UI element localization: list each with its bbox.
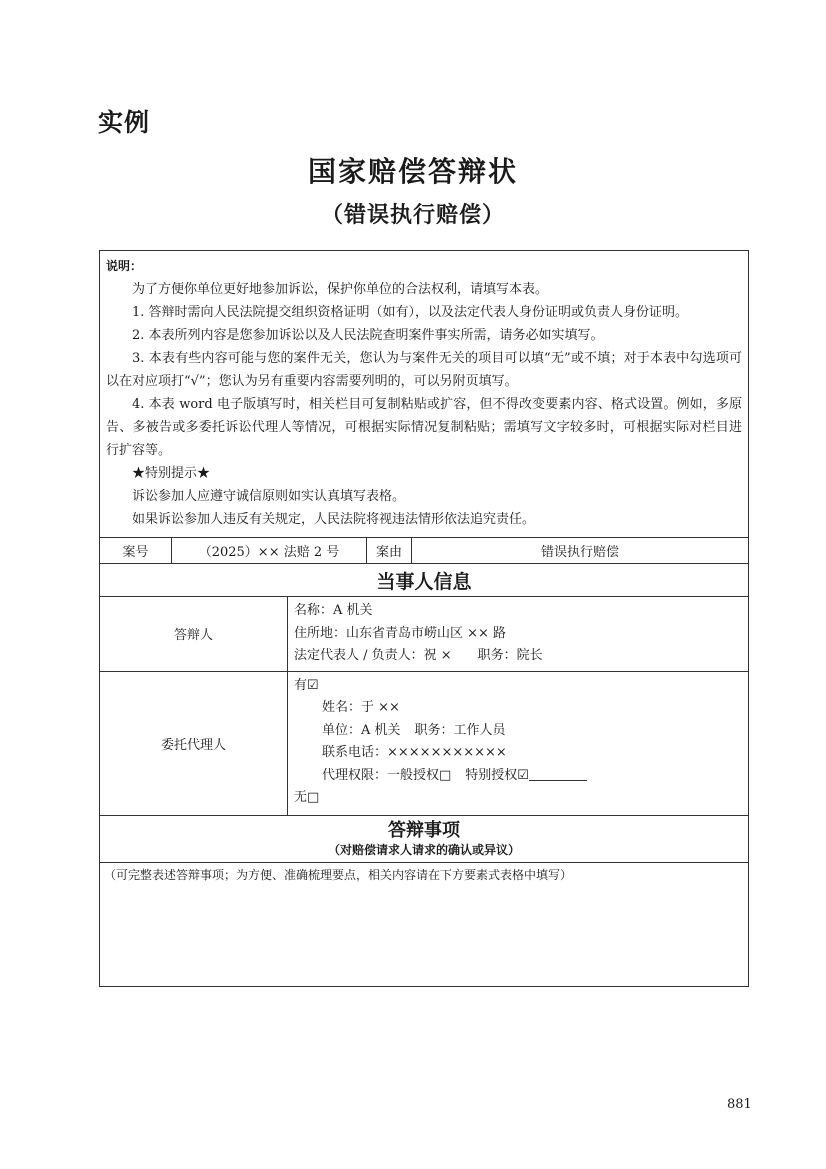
- special-notice-heading: ★特别提示★: [132, 466, 211, 481]
- case-cause-value[interactable]: 错误执行赔偿: [412, 538, 749, 564]
- instruction-paragraph: 诉讼参加人应遵守诚信原则如实认真填写表格。: [132, 489, 406, 504]
- reply-heading-cell: [100, 815, 749, 862]
- reply-heading: 答辩事项: [388, 819, 461, 841]
- instructions-label: 说明：: [106, 259, 143, 273]
- reply-hint: （可完整表述答辩事项；为方便、准确梳理要点，相关内容请在下方要素式表格中填写）: [104, 867, 573, 882]
- reply-subheading: （对赔偿请求人请求的确认或异议）: [328, 842, 521, 857]
- case-cause-label: 案由: [367, 538, 412, 564]
- respondent-details: [288, 597, 749, 672]
- instruction-paragraph: 为了方便你单位更好地参加诉讼，保护你单位的合法权利，请填写本表。: [132, 282, 549, 297]
- page-number: 881: [727, 1097, 752, 1112]
- document-title: 国家赔偿答辩状: [307, 155, 518, 188]
- instruction-paragraph: 如果诉讼参加人违反有关规定，人民法院将视违法情形依法追究责任。: [132, 512, 536, 527]
- respondent-address[interactable]: 住所地：山东省青岛市崂山区 ×× 路: [294, 625, 507, 641]
- respondent-label: 答辩人: [100, 597, 288, 672]
- case-number-label: 案号: [100, 538, 172, 564]
- party-info-heading: 当事人信息: [100, 564, 749, 597]
- instruction-paragraph: 3. 本表有些内容可能与您的案件无关，您认为与案件无关的项目可以填“无”或不填；对于本表中勾选项可以在对应项打“√”；您认为另有重要内容需要列明的，可以另附页填写。: [106, 351, 743, 389]
- document-subtitle: （错误执行赔偿）: [320, 202, 505, 228]
- agent-details: [288, 671, 749, 815]
- agent-unit[interactable]: 单位：A 机关: [322, 722, 401, 738]
- instruction-paragraph: 2. 本表所列内容是您参加诉讼以及人民法院查明案件事实所需，请务必如实填写。: [132, 328, 604, 343]
- special-authority-checkbox[interactable]: 特别授权☑: [465, 767, 529, 783]
- instruction-paragraph: 4. 本表 word 电子版填写时，相关栏目可复制粘贴或扩容，但不得改变要素内容、格式设置。例如，多原告、多被告或多委托诉讼代理人等情况，可根据实际情况复制粘贴；需填写文字较多时，可根据实际对栏目进行扩容等。: [106, 397, 743, 458]
- special-authority-blank[interactable]: [529, 766, 587, 781]
- instructions-cell: [100, 251, 749, 538]
- section-label: 实例: [98, 108, 151, 137]
- agent-label: 委托代理人: [100, 671, 288, 815]
- case-number-value[interactable]: （2025）×× 法赔 2 号: [172, 538, 367, 564]
- respondent-representative[interactable]: 法定代表人 / 负责人：祝 ×: [294, 648, 452, 663]
- reply-content-area[interactable]: [100, 862, 749, 986]
- general-authority-checkbox[interactable]: 代理权限：一般授权□: [322, 767, 452, 783]
- instruction-paragraph: 1. 答辩时需向人民法院提交组织资格证明（如有），以及法定代表人身份证明或负责人身份证明。: [132, 305, 689, 320]
- agent-phone[interactable]: 联系电话：×××××××××××: [322, 745, 507, 760]
- agent-none-checkbox[interactable]: 无□: [294, 790, 320, 805]
- defense-form-table: [99, 250, 749, 987]
- respondent-name[interactable]: 名称：A 机关: [294, 603, 373, 618]
- agent-name[interactable]: 姓名：于 ××: [322, 700, 400, 715]
- agent-has-checkbox[interactable]: 有☑: [294, 677, 319, 693]
- agent-position[interactable]: 职务：工作人员: [414, 722, 506, 738]
- respondent-position[interactable]: 职务：院长: [477, 648, 543, 663]
